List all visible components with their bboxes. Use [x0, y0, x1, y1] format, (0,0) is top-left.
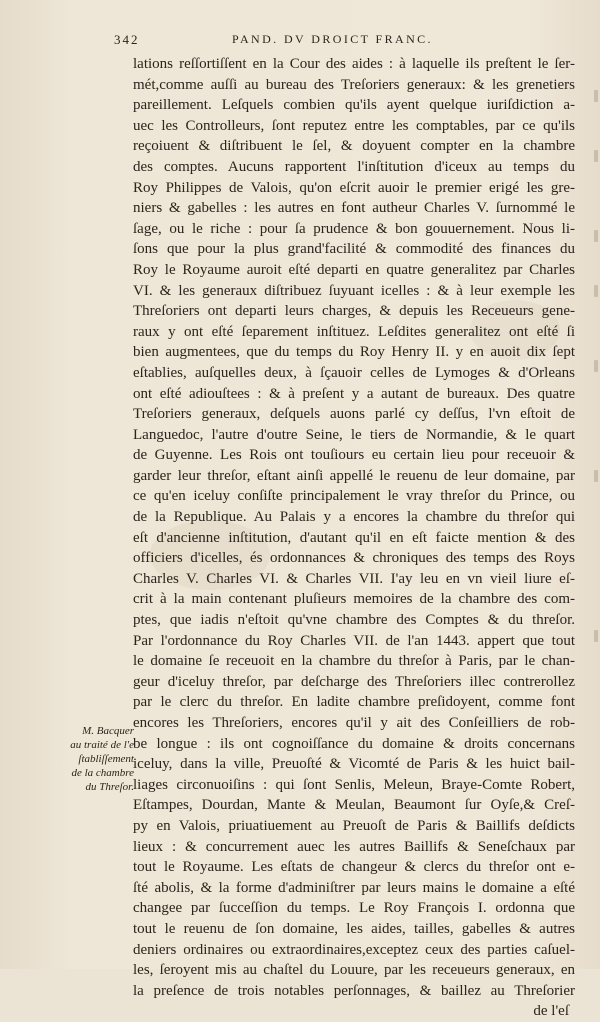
text-line: la preſence de trois notables perſonnages, & baillez au Threſorier: [133, 982, 575, 999]
text-line: be longue : ils ont cognoiſſance du domaine & droits concernans: [133, 735, 575, 752]
text-line: reçoiuent & diſtribuent le ſel, & doyuent compter en la chambre: [133, 138, 575, 155]
text-line: ſage, ou le riche : pour ſa prudence & bon gouuernement. Nous li-: [133, 220, 575, 237]
text-line: Par l'ordonnance du Roy Charles VII. de l'an 1443. appert que tout: [133, 632, 575, 649]
text-line: par le clerc du threſor. En ladite chambre preſidoyent, comme font: [133, 694, 575, 711]
text-line: ptes, que iadis n'eſtoit qu'vne chambre des Comptes & du threſor.: [133, 612, 575, 629]
text-line: tout le reuenu de ſon domaine, les aides, tailles, gabelles & autres: [133, 920, 575, 937]
text-line: uec les Controlleurs, ſont reputez entre les comptables, par ce qu'ils: [133, 117, 575, 134]
edge-mark: [594, 470, 598, 482]
text-line: crit à la main contenant pluſieurs memoires de la chambre des com-: [133, 591, 575, 608]
margin-note-line: du Threſor.: [85, 781, 134, 793]
text-line: les, ſeroyent mis au chaſtel du Louure, par les receueurs generaux, en: [133, 962, 575, 979]
page-header: [114, 32, 554, 50]
text-line: eſt d'ancienne inſtitution, d'autant qu'il en eſt faicte mention & des: [133, 529, 575, 546]
text-line: lations reſſortiſſent en la Cour des aides : à laquelle ils preſtent le ſer-: [133, 56, 575, 72]
edge-mark: [594, 285, 598, 297]
text-line: des comptes. Aucuns rapportent l'inſtitution d'iceux au temps du: [133, 158, 575, 175]
text-line: ſté abolis, & la forme d'adminiſtrer par leurs mains le domaine a eſté: [133, 879, 575, 896]
edge-mark: [594, 230, 598, 242]
margin-note: [30, 724, 134, 794]
margin-note-line: M. Bacquer: [82, 725, 134, 737]
text-line: Languedoc, l'autre d'outre Seine, le tiers de Normandie, & le quart: [133, 426, 575, 443]
text-line: Roy Philippes de Valois, qu'on eſcrit auoir le premier erigé les gre-: [133, 179, 575, 196]
text-line: le domaine ſe receuoit en la chambre du threſor à Paris, par le chan-: [133, 653, 575, 670]
text-line: niers & gabelles : les autres en font autheur Charles V. ſurnommé le: [133, 200, 575, 217]
text-line: mét,comme auſſi au bureau des Treſoriers generaux: & les grenetiers: [133, 76, 575, 93]
page-number: 342: [114, 32, 140, 47]
text-line: iceluy, dans la ville, Preuoſté & Vicomté de Paris & les huict bail-: [133, 756, 575, 773]
edge-mark: [594, 150, 598, 162]
text-line: Threſoriers ont departi leurs charges, & depuis les Receueurs gene-: [133, 303, 575, 320]
text-line: ce qu'en iceluy conſiſte principalement le vray threſor du Prince, ou: [133, 488, 575, 505]
text-line: liages circonuoiſins : qui ſont Senlis, Meleun, Braye-Comte Robert,: [133, 776, 575, 793]
body-text: [133, 54, 575, 1022]
text-line: Treſoriers generaux, deſquels auons parlé cy deſſus, l'vn eſtoit de: [133, 406, 575, 423]
text-line: pareillement. Leſquels combien qu'ils ayent quelque iuriſdiction a-: [133, 97, 575, 114]
margin-note-line: de la chambre: [71, 767, 134, 779]
text-line: de la Republique. Au Palais y a encores la chambre du threſor qui: [133, 509, 575, 526]
text-line: de l'eſ: [533, 1003, 569, 1020]
text-line: VI. & les generaux diſtribuez ſuyuant icelles : & à leur exemple les: [133, 282, 575, 299]
text-line: ſons que pour la plus grand'facilité & commodité des finances du: [133, 241, 575, 258]
text-line: encores les Threſoriers, encores qu'il y ait des Conſeilliers de rob-: [133, 715, 575, 731]
text-line: ont eſté adiouſtees : & à preſent y a autant de bureaux. Des quatre: [133, 385, 575, 402]
text-line: Charles V. Charles VI. & Charles VII. I'ay leu en vn vieil liure eſ-: [133, 570, 575, 587]
text-line: garder leur threſor, eſtant ainſi appellé le reuenu de leur domaine, par: [133, 467, 575, 484]
edge-mark: [594, 90, 598, 102]
text-line: lieux : & concurrement auec les autres Baillifs & Seneſchaux par: [133, 838, 575, 855]
edge-mark: [594, 360, 598, 372]
text-line: raux y ont eſté ſeparement inſtituez. Leſdites generalitez ont eſté ſi: [133, 323, 575, 340]
text-line: py en Valois, priuatiuement au Preuoſt de Paris & Baillifs deſdicts: [133, 817, 575, 834]
text-line: deniers ordinaires ou extraordinaires,exceptez ceux des parties caſuel-: [133, 941, 575, 958]
margin-note-line: au traité de l'e: [70, 739, 134, 751]
running-title: PAND. DV DROICT FRANC.: [232, 32, 433, 46]
margin-note-line: ſtabliſſement: [78, 753, 134, 765]
text-line: officiers d'icelles, és ordonnances & chroniques des temps des Roys: [133, 550, 575, 567]
text-line: tout le Royaume. Les eſtats de changeur & clercs du threſor ont e-: [133, 859, 575, 876]
text-line: de Guyenne. Les Rois ont touſiours eu certain lieu pour receuoir &: [133, 447, 575, 464]
text-line: changee par ſucceſſion du temps. Le Roy François I. ordonna que: [133, 900, 575, 917]
text-line: bien augmentees, que du temps du Roy Henry II. y en auoit dix ſept: [133, 344, 575, 361]
text-line: eſtablies, auſquelles deux, à ſçauoir celles de Lymoges & d'Orleans: [133, 364, 575, 381]
text-line: geur d'iceluy threſor, par deſcharge des Threſoriers illec contrerollez: [133, 673, 575, 690]
edge-mark: [594, 630, 598, 642]
text-line: Roy le Royaume auroit eſté departi en quatre generalitez par Charles: [133, 261, 575, 278]
text-line: Eſtampes, Dourdan, Mante & Meulan, Beaumont ſur Oyſe,& Creſ-: [133, 797, 575, 814]
